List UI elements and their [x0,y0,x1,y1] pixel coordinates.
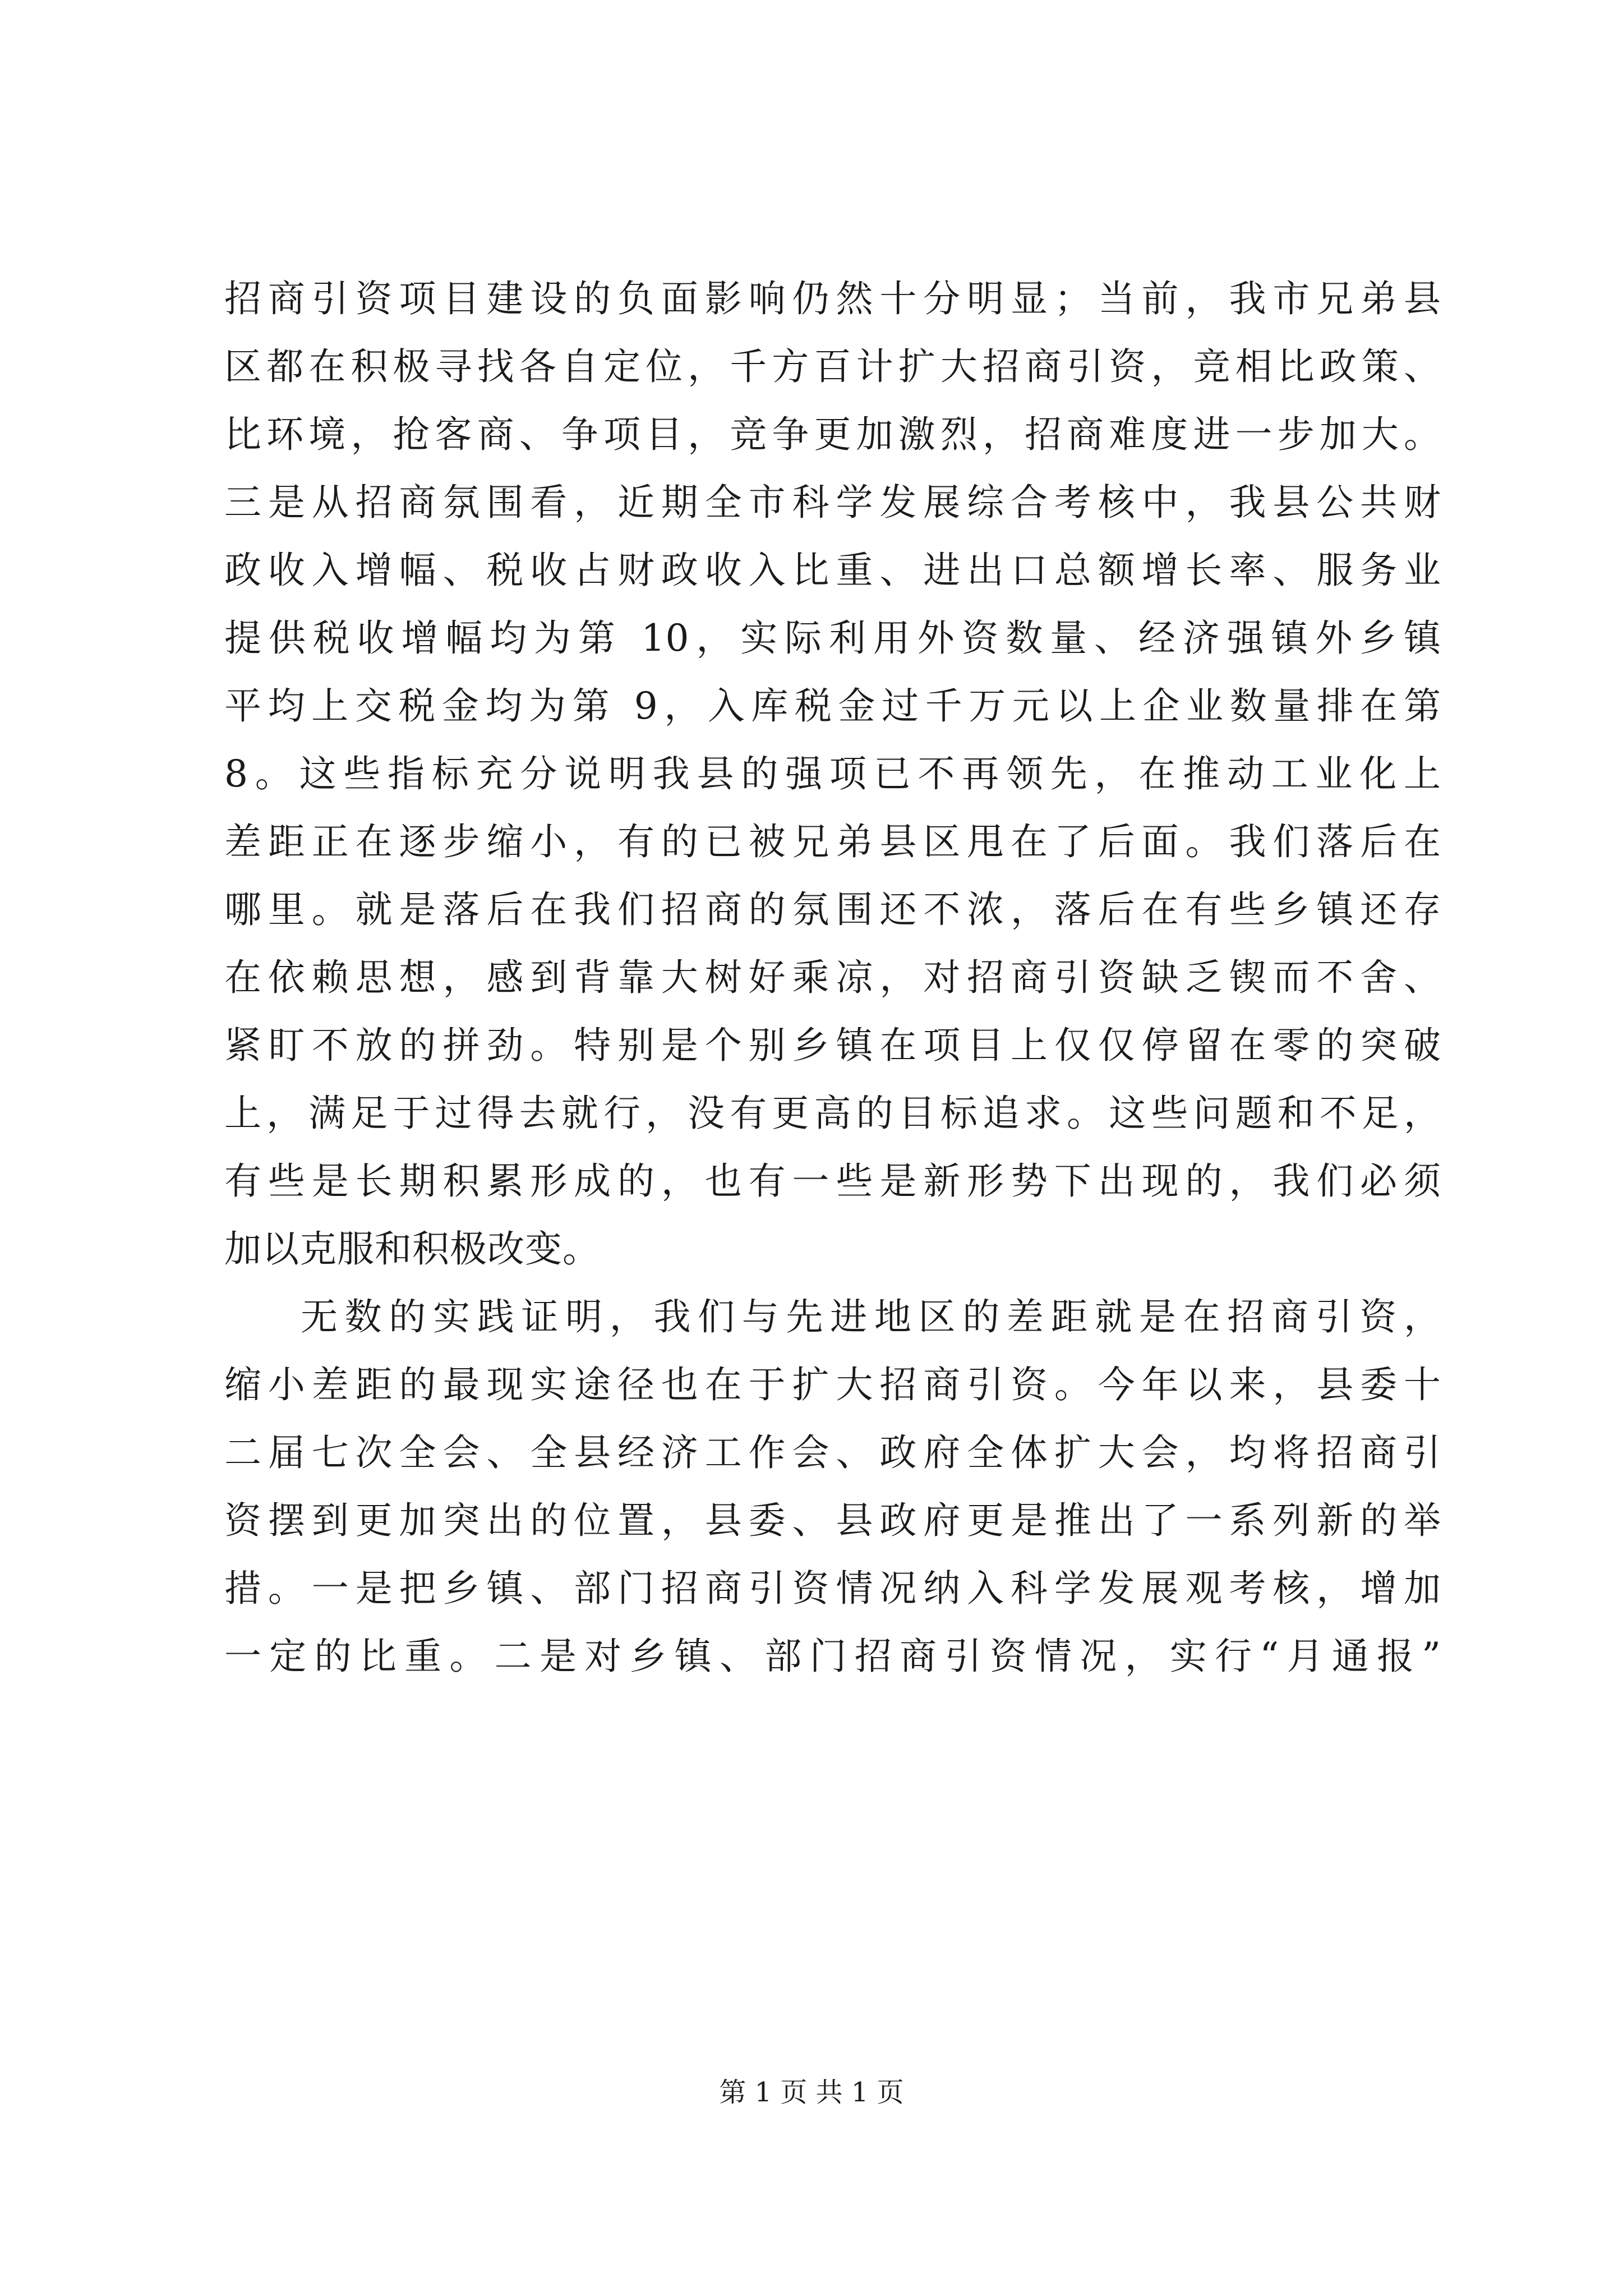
text-line: 政收入增幅、税收占财政收入比重、进出口总额增长率、服务业 [224,549,1441,592]
text-line: 加以克服和积极改变。 [224,1227,600,1271]
text-line: 无数的实践证明，我们与先进地区的差距就是在招商引资， [301,1295,1441,1338]
text-line: 有些是长期积累形成的，也有一些是新形势下出现的，我们必须 [224,1159,1441,1203]
text-line: 提供税收增幅均为第 10，实际利用外资数量、经济强镇外乡镇 [224,616,1441,660]
text-line: 措。一是把乡镇、部门招商引资情况纳入科学发展观考核，增加 [224,1567,1441,1610]
text-line: 上，满足于过得去就行，没有更高的目标追求。这些问题和不足， [224,1092,1441,1135]
text-line: 比环境，抢客商、争项目，竞争更加激烈，招商难度进一步加大。 [224,413,1441,456]
text-line: 缩小差距的最现实途径也在于扩大招商引资。今年以来，县委十 [224,1363,1441,1406]
text-line: 差距正在逐步缩小，有的已被兄弟县区甩在了后面。我们落后在 [224,820,1441,863]
text-line: 区都在积极寻找各自定位，千方百计扩大招商引资，竞相比政策、 [224,345,1441,388]
text-line: 三是从招商氛围看，近期全市科学发展综合考核中，我县公共财 [224,481,1441,524]
text-line: 二届七次全会、全县经济工作会、政府全体扩大会，均将招商引 [224,1431,1441,1474]
text-line: 在依赖思想，感到背靠大树好乘凉，对招商引资缺乏锲而不舍、 [224,956,1441,999]
text-line: 一定的比重。二是对乡镇、部门招商引资情况，实行“月通报” [224,1635,1441,1678]
body-text [224,265,1441,1690]
page-footer: 第 1 页 共 1 页 [719,2077,904,2108]
paragraph-2 [224,1283,1441,1690]
text-line: 平均上交税金均为第 9，入库税金过千万元以上企业数量排在第 [224,684,1441,728]
text-line: 资摆到更加突出的位置，县委、县政府更是推出了一系列新的举 [224,1499,1441,1542]
paragraph-1 [224,265,1441,1283]
text-line: 哪里。就是落后在我们招商的氛围还不浓，落后在有些乡镇还存 [224,888,1441,931]
text-line: 招商引资项目建设的负面影响仍然十分明显；当前，我市兄弟县 [224,277,1441,320]
text-line: 8。这些指标充分说明我县的强项已不再领先，在推动工业化上 [224,752,1441,795]
text-line: 紧盯不放的拼劲。特别是个别乡镇在项目上仅仅停留在零的突破 [224,1024,1441,1067]
